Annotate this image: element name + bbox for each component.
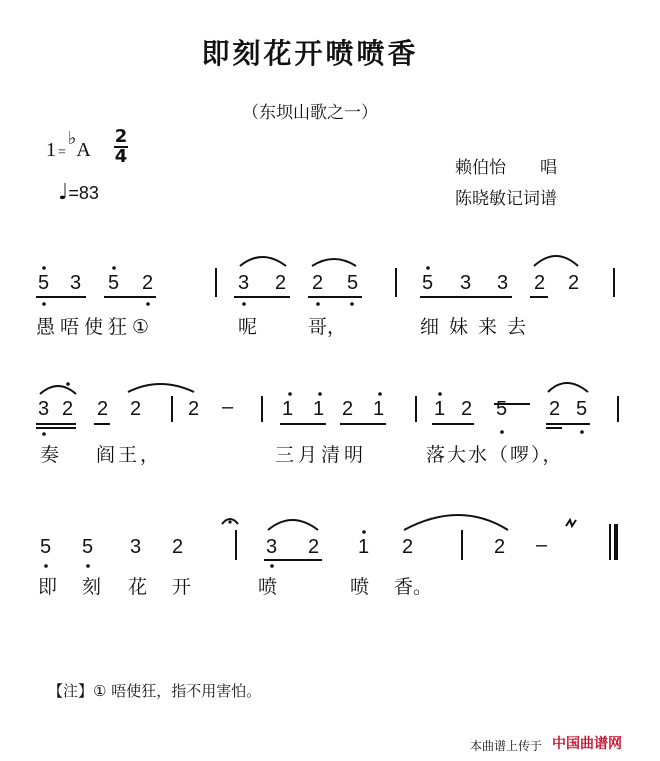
dot (42, 432, 46, 436)
note: 2 (275, 272, 287, 294)
upload-note: 本曲谱上传于 (470, 739, 543, 753)
note: 2 (97, 398, 109, 420)
slur (312, 259, 356, 266)
note: 2 (62, 398, 74, 420)
singer-credit: 赖伯怡 唱 (455, 158, 557, 178)
lyric: 开 (172, 576, 192, 598)
dot (44, 564, 48, 568)
note: 3 (130, 536, 142, 558)
note: 3 (238, 272, 250, 294)
note: 3 (70, 272, 82, 294)
note: 5 (347, 272, 359, 294)
lyric: 呢 (238, 316, 258, 338)
key-note: A (76, 139, 91, 161)
dot (426, 266, 430, 270)
breath-mark (566, 520, 576, 526)
note: 1 (358, 536, 370, 558)
slur (534, 256, 578, 266)
note: 1 (282, 398, 294, 420)
dot (500, 430, 504, 434)
tempo-value: =83 (68, 183, 99, 203)
note: 5 (422, 272, 434, 294)
dot (112, 266, 116, 270)
note: 3 (38, 398, 50, 420)
dot (66, 382, 70, 386)
note: 2 (188, 398, 200, 420)
dot (318, 392, 322, 396)
note: 2 (308, 536, 320, 558)
note: 2 (402, 536, 414, 558)
slur (404, 515, 508, 530)
site-logo[interactable]: 中国曲谱网 (552, 735, 622, 751)
dot (228, 520, 231, 523)
dot (580, 430, 584, 434)
note: 2 (312, 272, 324, 294)
lyric: 花 (128, 576, 148, 598)
dot (378, 392, 382, 396)
note: – (222, 396, 234, 418)
note: – (536, 534, 548, 556)
dot (362, 530, 366, 534)
note: 2 (534, 272, 546, 294)
dot (350, 302, 354, 306)
slur (128, 384, 194, 392)
dot (42, 266, 46, 270)
lyric: 细妹来去 (420, 316, 537, 338)
dot (42, 302, 46, 306)
page-title: 即刻花开喷喷香 (201, 37, 419, 70)
note: 1 (313, 398, 325, 420)
dot (316, 302, 320, 306)
slur (548, 383, 588, 392)
quarter-note-icon: ♩ (58, 180, 69, 205)
key-flat: ♭ (67, 128, 77, 148)
note: 2 (461, 398, 473, 420)
recorder-credit: 陈晓敏记词谱 (455, 189, 557, 209)
lyric: 喷 (258, 576, 278, 598)
note: 5 (108, 272, 120, 294)
note: 5 (576, 398, 588, 420)
note: 1 (434, 398, 446, 420)
dot (270, 564, 274, 568)
note: 2 (342, 398, 354, 420)
note: 1 (373, 398, 385, 420)
lyric: 即 (38, 576, 58, 598)
dot (288, 392, 292, 396)
lyric: 刻 (82, 576, 102, 598)
note: 3 (497, 272, 509, 294)
note: 5 (38, 272, 50, 294)
note: 5 (40, 536, 52, 558)
note: 2 (142, 272, 154, 294)
lyric: 落大水（啰）， (426, 444, 564, 466)
slur (40, 386, 76, 394)
note: 2 (130, 398, 142, 420)
lyric: 愚唔使狂① (36, 316, 155, 338)
key-eq: = (58, 145, 66, 160)
time-top: 2 (114, 126, 128, 147)
slur (268, 520, 318, 530)
note: 2 (494, 536, 506, 558)
key-tonic: 1 (46, 139, 56, 161)
lyric: 三月清明 (275, 444, 368, 466)
slur (240, 257, 286, 266)
lyric: 奏 (40, 444, 60, 466)
time-bottom: 4 (114, 146, 128, 167)
dot (86, 564, 90, 568)
footnote: 【注】① 唔使狂，指不用害怕。 (48, 682, 262, 700)
note: 3 (266, 536, 278, 558)
subtitle: （东坝山歌之一） (242, 103, 378, 123)
lyric: 阎王， (96, 444, 163, 466)
dot (242, 302, 246, 306)
note: 3 (460, 272, 472, 294)
note: 2 (568, 272, 580, 294)
lyric: 喷 (350, 576, 370, 598)
note: 2 (549, 398, 561, 420)
lyric: 香。 (394, 576, 433, 598)
dot (146, 302, 150, 306)
note: 5 (496, 398, 508, 420)
dot (438, 392, 442, 396)
lyric: 哥， (308, 316, 347, 338)
note: 5 (82, 536, 94, 558)
note: 2 (172, 536, 184, 558)
